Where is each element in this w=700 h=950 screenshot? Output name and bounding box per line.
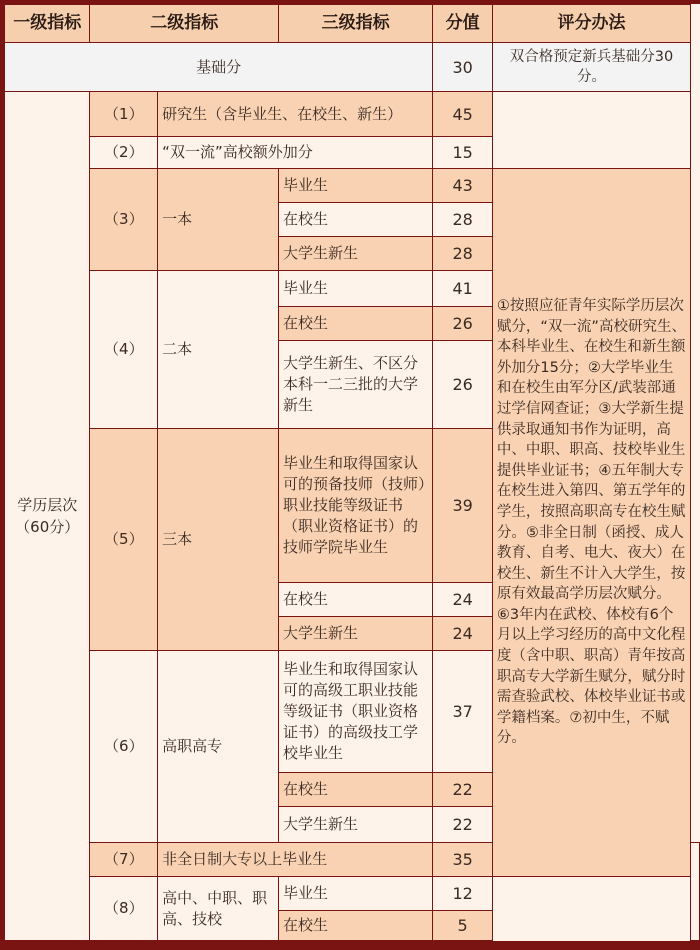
- header-row: [5, 5, 700, 43]
- scoring-table: [4, 4, 700, 941]
- sub-name: 毕业生: [279, 877, 433, 911]
- item-name: 高职高专: [158, 651, 279, 843]
- sub-score: 12: [433, 877, 493, 911]
- sub-name: 在校生: [279, 773, 433, 807]
- sub-name: 在校生: [279, 203, 433, 237]
- sub-score: 41: [433, 271, 493, 307]
- level1-label: 学历层次（60分）: [5, 92, 90, 941]
- sub-score: 39: [433, 429, 493, 583]
- sub-score: 26: [433, 307, 493, 341]
- sub-score: 24: [433, 583, 493, 617]
- sub-name: 毕业生: [279, 271, 433, 307]
- header-method: 评分办法: [492, 5, 690, 43]
- sub-score: 22: [433, 773, 493, 807]
- item-index: （4）: [90, 271, 158, 429]
- item-name: 二本: [158, 271, 279, 429]
- sub-name: 大学生新生: [279, 617, 433, 651]
- item-index: （3）: [90, 169, 158, 271]
- item-name: 高中、中职、职高、技校: [158, 877, 279, 941]
- method-text: ①按照应征青年实际学历层次赋分，“双一流”高校研究生、本科毕业生、在校生和新生额外加分15分；②大学毕业生和在校生由军分区/武装部通过学信网查证；③大学新生提供录取通知书作为证明，高中、中职、职高、技校毕业生提供毕业证书；④五年制大专在校生进入第四、第五学年的学生，按照高职高专在校生赋分。⑤非全日制（函授、成人教育、自考、电大、夜大）在校生、新生不计入大学生，按原有效最高学历层次赋分。⑥3年内在武校、体校有6个月以上学习经历的高中文化程度（含中职、职高）青年按高职高专大学新生赋分，赋分时需查验武校、体校毕业证书或学籍档案。⑦初中生，不赋分。: [492, 169, 690, 877]
- base-label: 基础分: [5, 43, 433, 92]
- method-bottom-blank: [691, 843, 700, 941]
- item-index: （8）: [90, 877, 158, 941]
- base-method: 双合格预定新兵基础分30分。: [492, 43, 690, 92]
- item-score: 45: [433, 92, 493, 137]
- item-index: （6）: [90, 651, 158, 843]
- item-index: （2）: [90, 137, 158, 169]
- sub-score: 22: [433, 807, 493, 843]
- base-row: [5, 43, 700, 92]
- item-name: 非全日制大专以上毕业生: [158, 843, 433, 877]
- item-name: 研究生（含毕业生、在校生、新生）: [158, 92, 433, 137]
- sub-name: 在校生: [279, 307, 433, 341]
- method-top-blank: [492, 92, 690, 169]
- sub-score: 5: [433, 911, 493, 941]
- table-row: [5, 92, 700, 137]
- sub-name: 毕业生: [279, 169, 433, 203]
- header-level1: 一级指标: [5, 5, 90, 43]
- header-level2: 二级指标: [90, 5, 279, 43]
- sub-score: 37: [433, 651, 493, 773]
- sub-name: 大学生新生、不区分本科一二三批的大学新生: [279, 341, 433, 429]
- sub-name: 毕业生和取得国家认可的预备技师（技师）职业技能等级证书（职业资格证书）的技师学院毕业生: [279, 429, 433, 583]
- sub-score: 28: [433, 203, 493, 237]
- table-row: [5, 877, 700, 911]
- sub-name: 大学生新生: [279, 237, 433, 271]
- sub-score: 28: [433, 237, 493, 271]
- item-name: “双一流”高校额外加分: [158, 137, 433, 169]
- table-row: [5, 169, 700, 203]
- base-score: 30: [433, 43, 493, 92]
- sub-score: 26: [433, 341, 493, 429]
- item-name: 三本: [158, 429, 279, 651]
- sub-score: 24: [433, 617, 493, 651]
- header-level3: 三级指标: [279, 5, 433, 43]
- item-score: 35: [433, 843, 493, 877]
- sub-score: 43: [433, 169, 493, 203]
- sub-name: 毕业生和取得国家认可的高级工职业技能等级证书（职业资格证书）的高级技工学校毕业生: [279, 651, 433, 773]
- item-index: （5）: [90, 429, 158, 651]
- item-index: （7）: [90, 843, 158, 877]
- sub-name: 大学生新生: [279, 807, 433, 843]
- item-name: 一本: [158, 169, 279, 271]
- item-index: （1）: [90, 92, 158, 137]
- item-score: 15: [433, 137, 493, 169]
- header-score: 分值: [433, 5, 493, 43]
- sub-name: 在校生: [279, 911, 433, 941]
- sub-name: 在校生: [279, 583, 433, 617]
